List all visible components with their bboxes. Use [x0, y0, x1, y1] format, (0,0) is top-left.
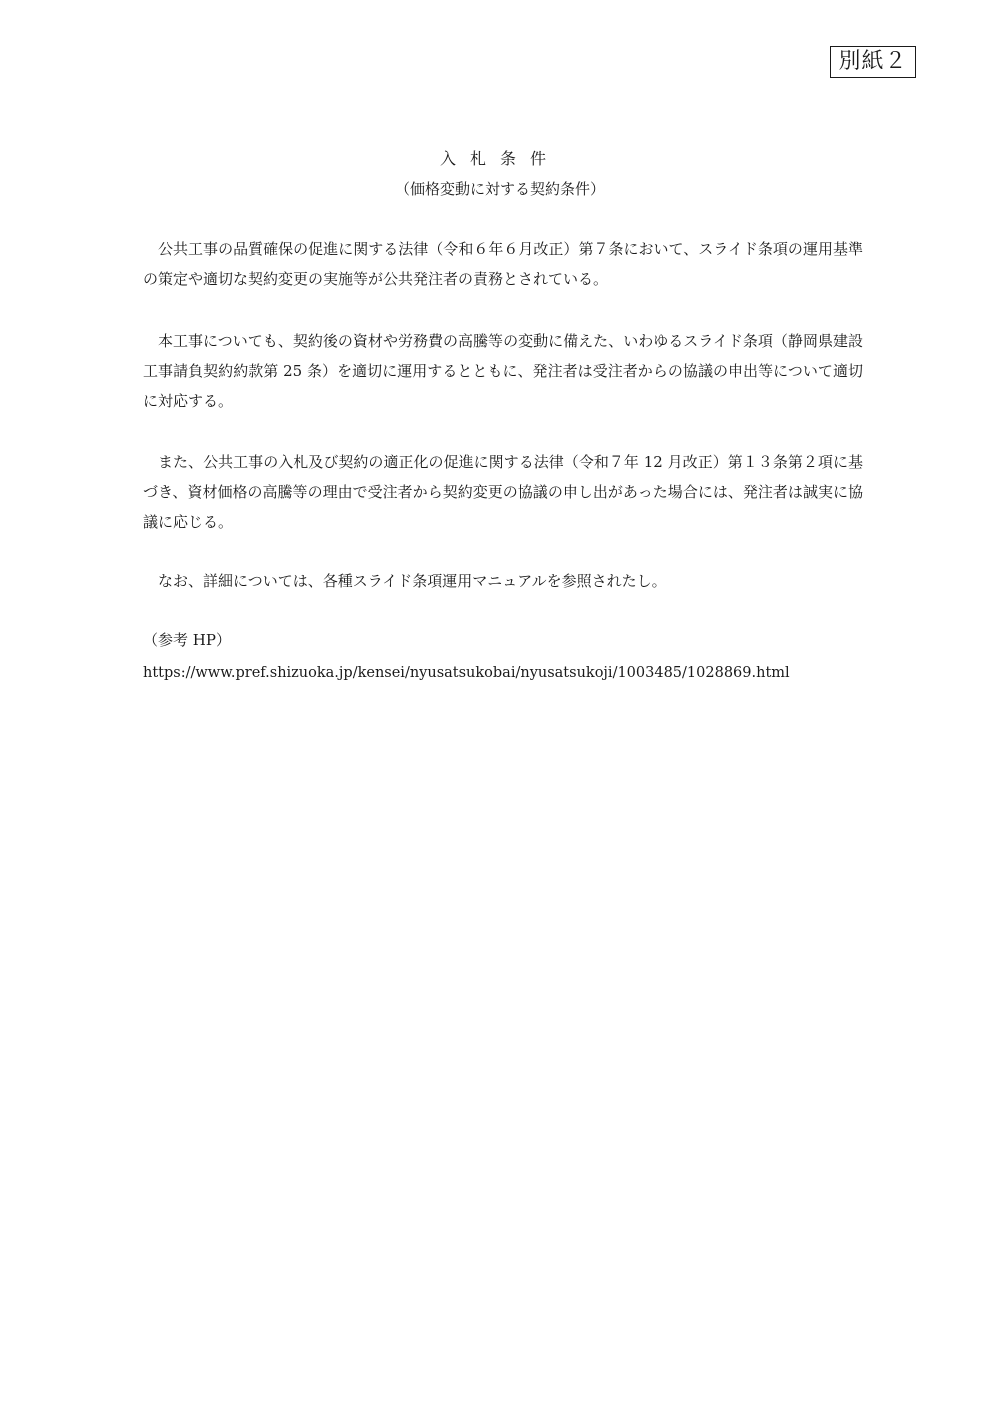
attachment-label: 別紙２: [830, 46, 916, 78]
paragraph-contract-change-consultation: また、公共工事の入札及び契約の適正化の促進に関する法律（令和７年 12 月改正）第１３条第２項に基づき、資材価格の高騰等の理由で受注者から契約変更の協議の申し出があった場合には、発注者は誠実に協議に応じる。: [143, 453, 863, 531]
paragraph-manual-reference: なお、詳細については、各種スライド条項運用マニュアルを参照されたし。: [158, 572, 667, 590]
paragraph-quality-assurance-law: 公共工事の品質確保の促進に関する法律（令和６年６月改正）第７条において、スライド条項の運用基準の策定や適切な契約変更の実施等が公共発注者の責務とされている。: [143, 240, 863, 288]
reference-label: （参考 HP）: [143, 631, 231, 649]
reference-url-link[interactable]: https://www.pref.shizuoka.jp/kensei/nyusatsukobai/nyusatsukoji/1003485/1028869.html: [143, 665, 790, 681]
document-subtitle: （価格変動に対する契約条件）: [394, 180, 605, 198]
document-title: 入札条件: [439, 149, 560, 168]
paragraph-slide-clause: 本工事についても、契約後の資材や労務費の高騰等の変動に備えた、いわゆるスライド条項（静岡県建設工事請負契約約款第 25 条）を適切に運用するとともに、発注者は受注者からの協議の申出等について適切に対応する。: [143, 332, 863, 410]
